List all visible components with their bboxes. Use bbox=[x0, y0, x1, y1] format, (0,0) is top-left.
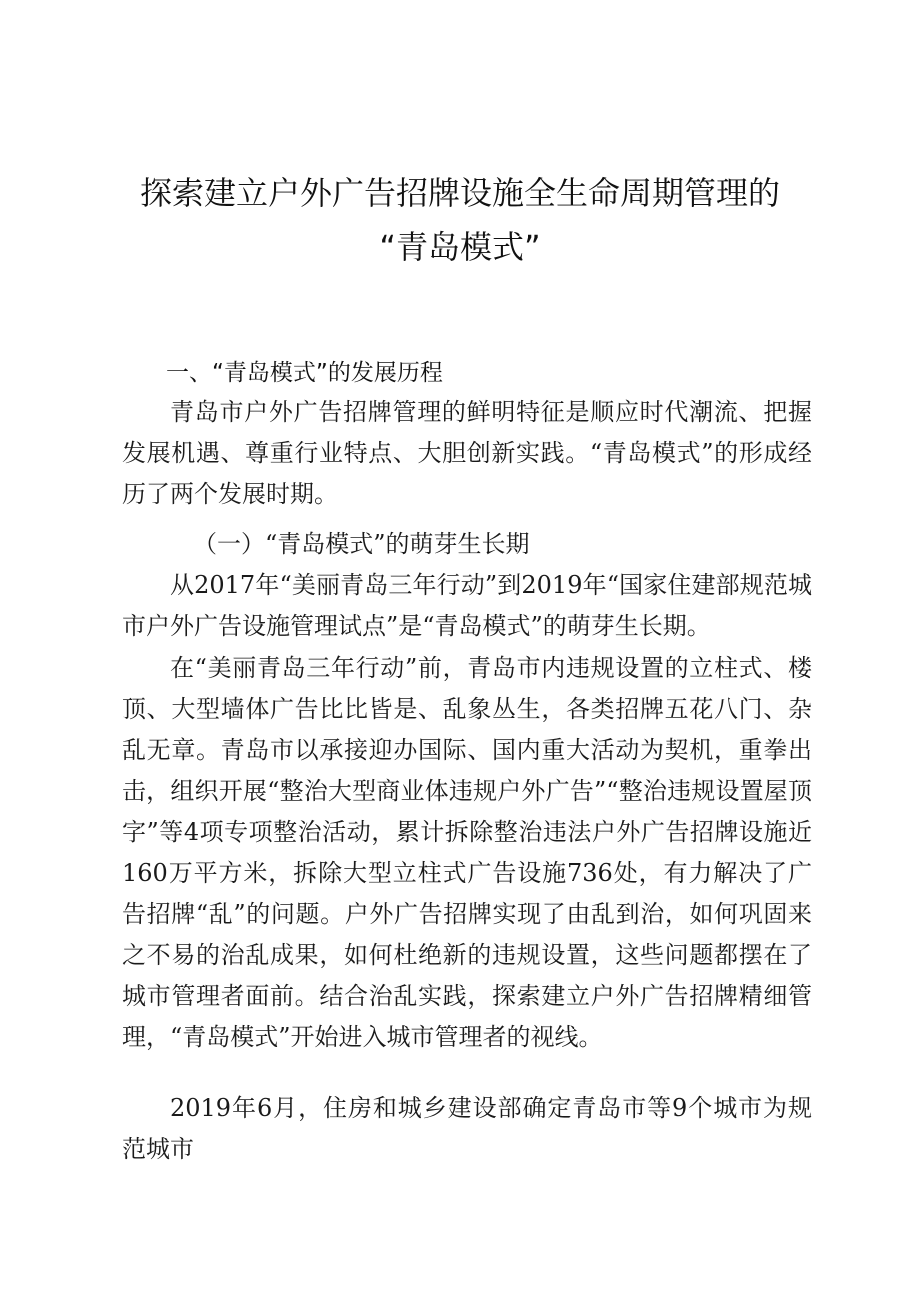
paragraph-3: 在“美丽青岛三年行动”前，青岛市内违规设置的立柱式、楼顶、大型墙体广告比比皆是、乱象丛生，各类招牌五花八门、杂乱无章。青岛市以承接迎办国际、国内重大活动为契机，重拳出击，组织开展“整治大型商业体违规户外广告”“整治违规设置屋顶字”等4项专项整治活动，累计拆除整治违法户外广告招牌设施近160万平方米，拆除大型立柱式广告设施736处，有力解决了广告招牌“乱”的问题。户外广告招牌实现了由乱到治，如何巩固来之不易的治乱成果，如何杜绝新的违规设置，这些问题都摆在了城市管理者面前。结合治乱实践，探索建立户外广告招牌精细管理，“青岛模式”开始进入城市管理者的视线。 bbox=[122, 654, 812, 1051]
paragraph-2: 从2017年“美丽青岛三年行动”到2019年“国家住建部规范城市户外广告设施管理试点”是“青岛模式”的萌芽生长期。 bbox=[122, 571, 812, 640]
document-title-line-2: “青岛模式” bbox=[379, 228, 541, 266]
paragraph-4: 2019年6月，住房和城乡建设部确定青岛市等9个城市为规范城市 bbox=[122, 1094, 812, 1163]
section-heading: 一、“青岛模式”的发展历程 bbox=[166, 360, 443, 386]
document-title-line-1: 探索建立户外广告招牌设施全生命周期管理的 bbox=[139, 174, 780, 212]
paragraph-1: 青岛市户外广告招牌管理的鲜明特征是顺应时代潮流、把握发展机遇、尊重行业特点、大胆创新实践。“青岛模式”的形成经历了两个发展时期。 bbox=[122, 398, 812, 508]
subsection-heading: （一）“青岛模式”的萌芽生长期 bbox=[193, 530, 530, 558]
